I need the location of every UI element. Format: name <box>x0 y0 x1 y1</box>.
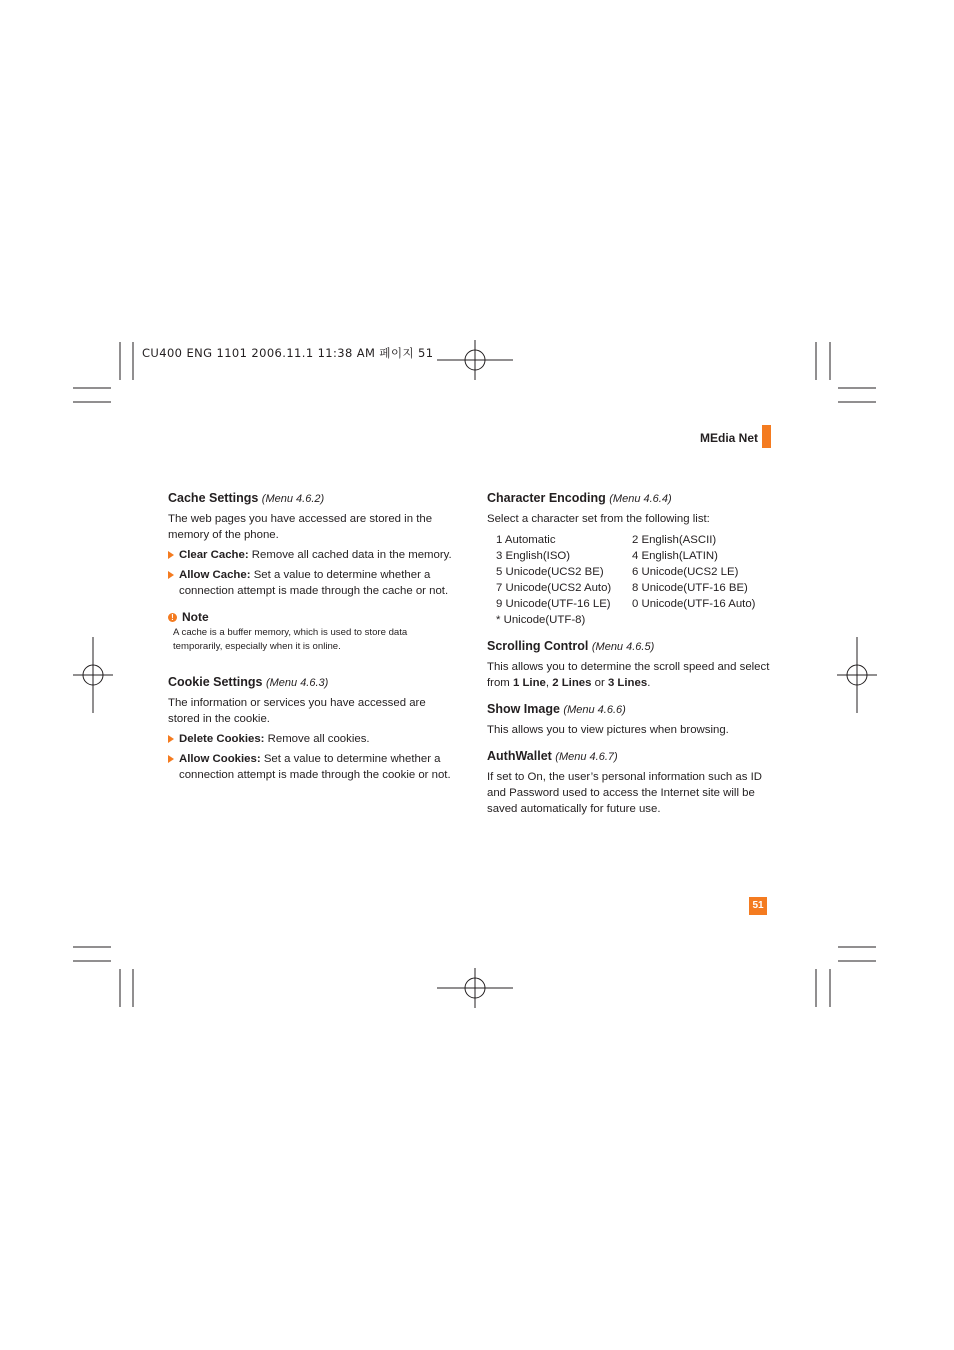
registration-mark-bottom <box>437 968 513 1008</box>
left-column <box>168 490 458 797</box>
page-number-badge: 51 <box>749 897 767 915</box>
scrolling-control-heading <box>487 638 777 656</box>
bullet-text: Remove all cookies. <box>264 733 370 745</box>
list-item: 4 English(LATIN) <box>632 550 718 562</box>
authwallet-heading <box>487 748 777 766</box>
section-tab-marker <box>762 425 771 448</box>
menu-ref: (Menu 4.6.7) <box>555 751 618 763</box>
bullet-text: Remove all cached data in the memory. <box>248 549 452 561</box>
bullet-label: Clear Cache: <box>179 549 249 561</box>
right-column <box>487 490 777 831</box>
note-title: Note <box>182 610 209 624</box>
bullet-triangle-icon <box>168 551 174 559</box>
cookie-intro: The information or services you have accessed are stored in the cookie. <box>168 697 426 725</box>
cookie-settings-section <box>168 674 458 783</box>
bullet-triangle-icon <box>168 755 174 763</box>
cookie-settings-heading <box>168 674 458 692</box>
scrolling-control-section <box>487 638 777 691</box>
list-item <box>632 612 782 628</box>
heading-text: Cookie Settings <box>168 675 263 689</box>
bullet-triangle-icon <box>168 571 174 579</box>
bullet-text: Set a value to determine whether a connection attempt is made through the cache or not. <box>179 569 449 597</box>
note-heading <box>168 609 458 625</box>
menu-ref: (Menu 4.6.5) <box>591 641 655 653</box>
note-body: A cache is a buffer memory, which is used to store data temporarily, especially when it is online. <box>173 627 408 652</box>
option-1-line: 1 Line <box>512 677 546 689</box>
heading-text: Cache Settings <box>168 491 259 505</box>
list-item: * Unicode(UTF-8) <box>496 614 586 626</box>
show-image-section <box>487 701 777 738</box>
list-item: 9 Unicode(UTF-16 LE) <box>496 598 611 610</box>
list-item: 7 Unicode(UCS2 Auto) <box>496 582 612 594</box>
menu-ref: (Menu 4.6.6) <box>563 704 626 716</box>
list-item <box>168 567 458 599</box>
heading-text: Scrolling Control <box>487 639 589 653</box>
menu-ref: (Menu 4.6.2) <box>261 493 325 505</box>
list-item: 3 English(ISO) <box>496 550 571 562</box>
separator: , <box>545 677 553 689</box>
registration-mark-top <box>437 340 513 380</box>
separator: or <box>591 677 608 689</box>
list-item <box>168 547 458 563</box>
bullet-text: Set a value to determine whether a connection attempt is made through the cookie or not. <box>179 753 451 781</box>
show-image-heading <box>487 701 777 719</box>
show-image-text: This allows you to view pictures when browsing. <box>487 724 729 736</box>
list-item <box>168 751 458 783</box>
encoding-intro: Select a character set from the following list: <box>487 513 710 525</box>
bullet-label: Delete Cookies: <box>179 733 265 745</box>
section-header: MEdia Net <box>699 431 758 445</box>
character-encoding-section <box>487 490 777 628</box>
note-box <box>168 609 458 654</box>
bullet-label: Allow Cookies: <box>179 753 261 765</box>
option-2-lines: 2 Lines <box>552 677 592 689</box>
list-item: 2 English(ASCII) <box>632 534 717 546</box>
menu-ref: (Menu 4.6.4) <box>609 493 672 505</box>
cache-settings-heading <box>168 490 458 508</box>
list-item <box>168 731 458 747</box>
registration-mark-left <box>73 637 113 713</box>
bullet-label: Allow Cache: <box>179 569 251 581</box>
scrolling-text <box>487 659 777 691</box>
list-item: 5 Unicode(UCS2 BE) <box>496 566 604 578</box>
list-item: 0 Unicode(UTF-16 Auto) <box>632 598 756 610</box>
heading-text: AuthWallet <box>487 749 552 763</box>
authwallet-text: If set to On, the user’s personal information such as ID and Password used to access the Internet site will be saved automatically for future use. <box>487 771 762 815</box>
list-item: 1 Automatic <box>496 534 556 546</box>
body-text: This allows you to determine the scroll speed and select from <box>487 661 770 689</box>
print-slug: CU400 ENG 1101 2006.11.1 11:38 AM 페이지 51 <box>142 346 434 360</box>
heading-text: Character Encoding <box>487 491 606 505</box>
registration-mark-right <box>837 637 877 713</box>
character-encoding-heading <box>487 490 777 508</box>
period: . <box>647 677 651 689</box>
option-3-lines: 3 Lines <box>607 677 648 689</box>
bullet-triangle-icon <box>168 735 174 743</box>
list-item: 6 Unicode(UCS2 LE) <box>632 566 739 578</box>
encoding-options-list <box>487 532 777 628</box>
exclamation-icon: ! <box>168 613 177 622</box>
cache-intro: The web pages you have accessed are stored in the memory of the phone. <box>168 513 433 541</box>
menu-ref: (Menu 4.6.3) <box>265 677 329 689</box>
authwallet-section <box>487 748 777 817</box>
heading-text: Show Image <box>487 702 560 716</box>
list-item: 8 Unicode(UTF-16 BE) <box>632 582 748 594</box>
cache-settings-section <box>168 490 458 654</box>
